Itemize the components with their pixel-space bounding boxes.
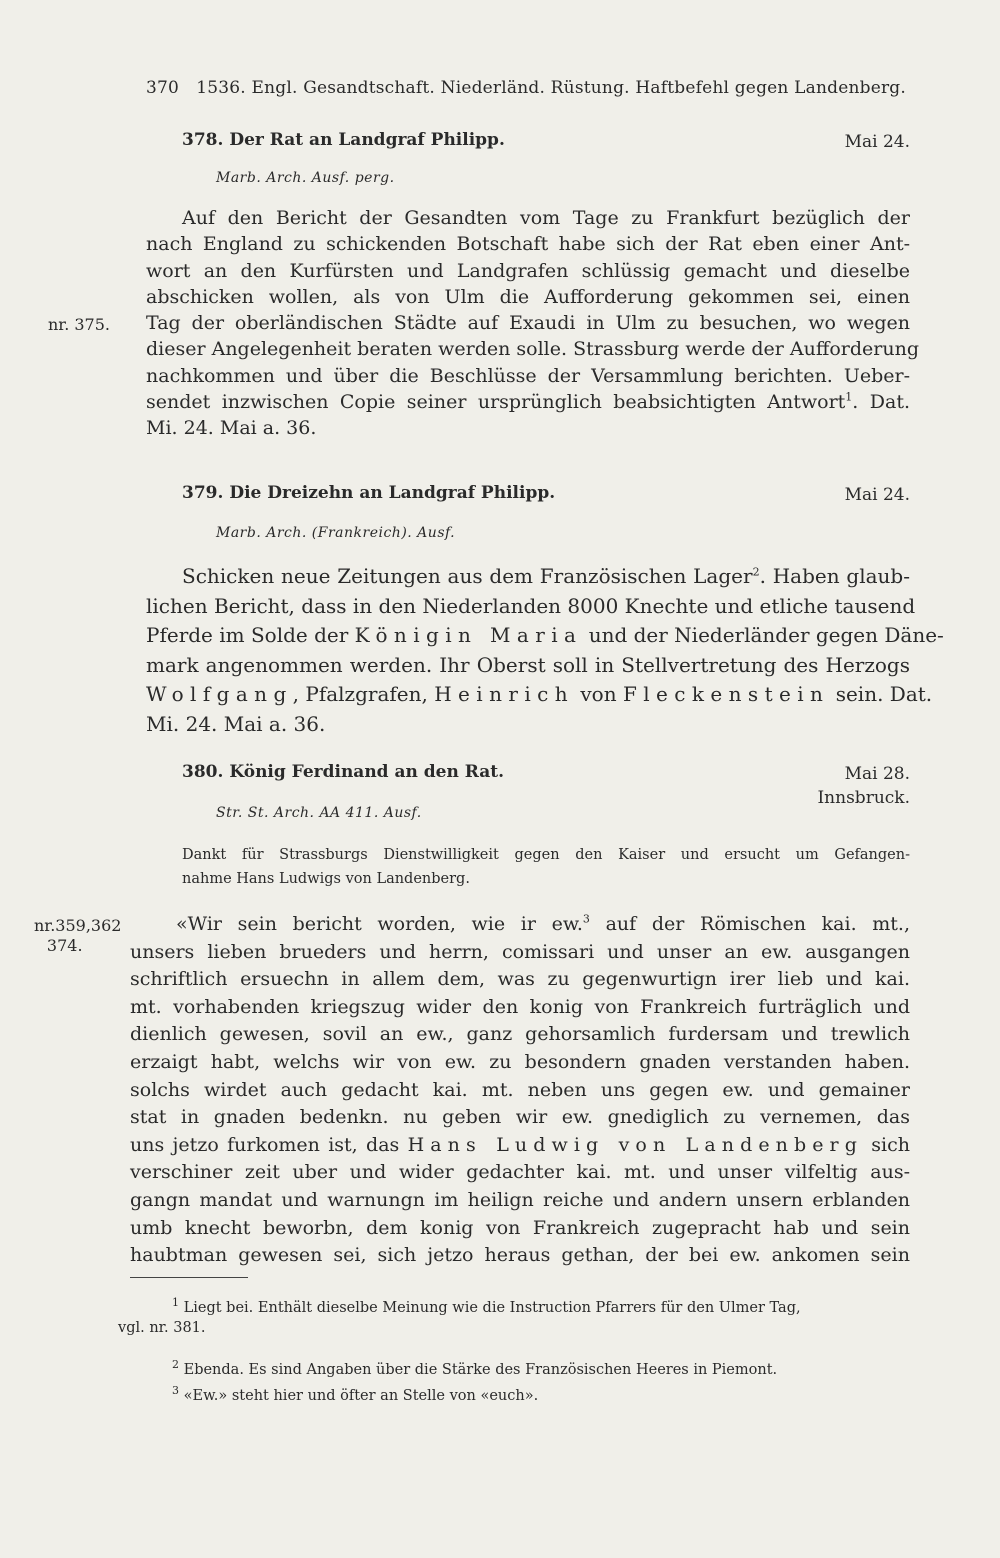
text-segment: sendet inzwischen Copie seiner ursprünglich beabsichtigten Antwort: [146, 391, 846, 414]
text-line: [146, 562, 910, 592]
footnote-line: [118, 1360, 908, 1380]
person-name: Hans Ludwig von Landenberg: [407, 1133, 863, 1156]
footnote-line: vgl. nr. 381.: [118, 1320, 206, 1336]
person-name: Fleckenstein: [622, 682, 830, 706]
footnote-ref: 1: [845, 390, 853, 404]
text-segment: Pferde im Solde der: [146, 623, 349, 647]
text-segment: «Wir sein bericht worden, wie ir ew.: [176, 913, 583, 935]
text-line: unsers lieben brueders und herrn, comissari und unser an ew. ausgangen: [130, 940, 910, 963]
footnote-ref: 2: [752, 565, 760, 579]
running-head: [146, 78, 906, 98]
text-line: [130, 911, 910, 939]
footnote-rule: [130, 1277, 248, 1278]
text-line: dienlich gewesen, sovil an ew., ganz gehorsamlich furdersam und trewlich: [130, 1023, 910, 1046]
page-number: 370: [146, 78, 180, 98]
text-segment: sein. Dat.: [835, 682, 933, 706]
footnote-line: [118, 1386, 908, 1406]
text-line: nachkommen und über die Beschlüsse der Versammlung berichten. Ueber-: [146, 364, 910, 387]
text-line: wort an den Kurfürsten und Landgrafen schlüssig gemacht und dieselbe: [146, 259, 910, 282]
text-line: Auf den Bericht der Gesandten vom Tage zu Frankfurt bezüglich der: [182, 207, 910, 229]
letter-text: [130, 911, 910, 1270]
text-segment: . Dat.: [852, 391, 910, 414]
footnote-3: [118, 1386, 908, 1406]
person-name: Heinrich: [434, 682, 575, 706]
entry-date: Mai 28.: [844, 764, 910, 784]
text-line: haubtman gewesen sei, sich jetzo heraus gethan, der bei ew. ankomen sein: [130, 1244, 910, 1267]
margin-note: nr. 375.: [48, 315, 110, 334]
text-segment: von: [580, 682, 617, 706]
text-line: abschicken wollen, als von Ulm die Aufforderung gekommen sei, einen: [146, 285, 910, 308]
summary-line: nahme Hans Ludwigs von Landenberg.: [182, 871, 470, 887]
entry-380-heading: [182, 762, 910, 810]
footnote-mark: 2: [172, 1358, 179, 1372]
entry-date: Mai 24.: [844, 132, 910, 152]
text-line: mt. vorhabenden kriegszug wider den konig von Frankreich furträglich und: [130, 995, 910, 1018]
text-line: mark angenommen werden. Ihr Oberst soll in Stellvertretung des Herzogs: [146, 652, 910, 677]
text-line: [130, 1132, 910, 1160]
margin-note: [34, 916, 121, 956]
person-name: Wolfgang: [146, 682, 293, 706]
entry-source: Marb. Arch. Ausf. perg.: [216, 170, 395, 186]
footnote-line: [118, 1298, 908, 1318]
entry-source: Str. St. Arch. AA 411. Ausf.: [216, 805, 422, 821]
running-head-title: 1536. Engl. Gesandtschaft. Niederländ. Rüstung. Haftbefehl gegen Landenberg.: [196, 78, 906, 98]
entry-date-place: [817, 762, 910, 810]
entry-place: Innsbruck.: [817, 788, 910, 808]
text-line: solchs wirdet auch gedacht kai. mt. neben uns gegen ew. und gemainer: [130, 1078, 910, 1101]
entry-title: 380. König Ferdinand an den Rat.: [182, 762, 505, 782]
text-segment: sich: [871, 1133, 910, 1156]
entry-title: 379. Die Dreizehn an Landgraf Philipp.: [182, 483, 556, 503]
text-segment: . Haben glaub-: [759, 564, 910, 588]
footnote-2: [118, 1360, 908, 1380]
entry-379-heading: [182, 483, 910, 507]
entry-summary: [182, 843, 910, 891]
text-line: stat in gnaden bedenkn. nu geben wir ew. gnediglich zu vernemen, das: [130, 1106, 910, 1129]
text-line: [146, 680, 933, 710]
footnote-mark: 1: [172, 1296, 179, 1310]
text-line: Mi. 24. Mai a. 36.: [146, 417, 317, 440]
entry-title: 378. Der Rat an Landgraf Philipp.: [182, 130, 505, 150]
entry-date: Mai 24.: [844, 485, 910, 505]
margin-note-line: nr.359,362: [34, 916, 122, 935]
text-segment: uns jetzo furkomen ist, das: [130, 1133, 400, 1156]
margin-note-line: 374.: [46, 936, 83, 955]
entry-source: Marb. Arch. (Frankreich). Ausf.: [216, 525, 456, 541]
footnote-text: «Ew.» steht hier und öfter an Stelle von «euch».: [183, 1388, 539, 1404]
entry-378-text: [146, 205, 919, 442]
text-segment: Schicken neue Zeitungen aus dem Französischen Lager: [182, 564, 753, 588]
footnote-text: Ebenda. Es sind Angaben über die Stärke des Französischen Heeres in Piemont.: [183, 1362, 778, 1378]
text-line: Tag der oberländischen Städte auf Exaudi in Ulm zu besuchen, wo wegen: [146, 312, 910, 335]
footnote-mark: 3: [172, 1384, 179, 1398]
text-line: [146, 621, 944, 651]
footnote-1: [118, 1298, 908, 1338]
text-line: [146, 389, 910, 415]
text-line: Mi. 24. Mai a. 36.: [146, 711, 326, 736]
footnote-ref: 3: [582, 912, 590, 926]
entry-379-text: [146, 562, 944, 739]
text-line: lichen Bericht, dass in den Niederlanden 8000 Knechte und etliche tausend: [146, 593, 916, 618]
footnote-text: Liegt bei. Enthält dieselbe Meinung wie die Instruction Pfarrers für den Ulmer Tag,: [183, 1300, 801, 1316]
text-line: erzaigt habt, welchs wir von ew. zu besondern gnaden verstanden haben.: [130, 1050, 910, 1073]
person-name: Königin Maria: [354, 623, 583, 647]
text-segment: und der Niederländer gegen Däne-: [588, 623, 944, 647]
text-line: verschiner zeit uber und wider gedachter kai. mt. und unser vilfeltig aus-: [130, 1161, 910, 1184]
text-line: umb knecht beworbn, dem konig von Frankreich zugepracht hab und sein: [130, 1216, 910, 1239]
text-segment: , Pfalzgrafen,: [292, 682, 428, 706]
text-line: dieser Angelegenheit beraten werden solle. Strassburg werde der Aufforderung: [146, 338, 919, 361]
text-line: nach England zu schickenden Botschaft habe sich der Rat eben einer Ant-: [146, 233, 910, 256]
text-segment: auf der Römischen kai. mt.,: [589, 913, 911, 935]
text-line: gangn mandat und warnungn im heilign reiche und andern unsern erblanden: [130, 1188, 910, 1211]
summary-line: Dankt für Strassburgs Dienstwilligkeit gegen den Kaiser und ersucht um Gefangen-: [182, 847, 910, 863]
entry-378-heading: [182, 130, 910, 154]
text-line: schriftlich ersuechn in allem dem, was zu gegenwurtign irer lieb und kai.: [130, 968, 910, 991]
